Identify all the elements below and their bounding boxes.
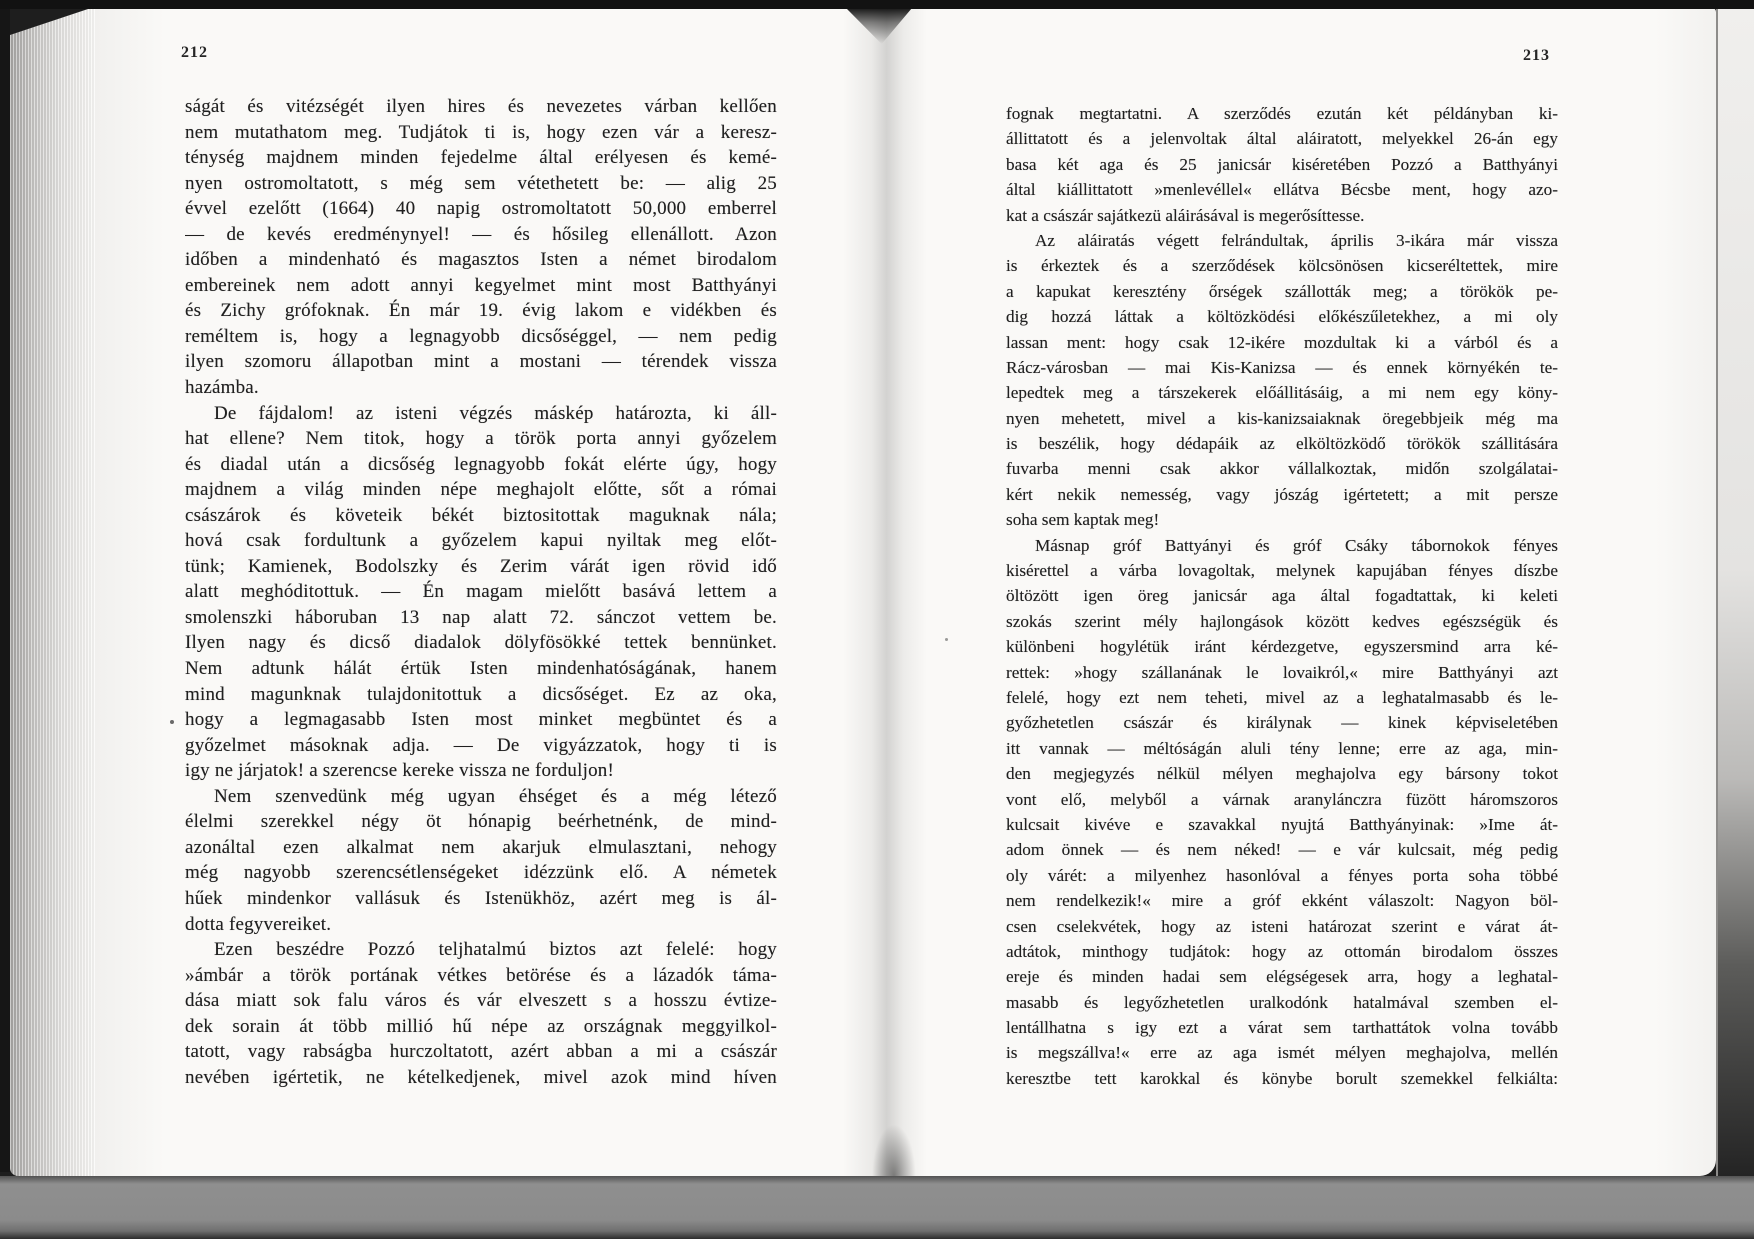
text-line: még nagyobb szerencsétlenségeket idézzünk elő. A németek (185, 862, 777, 884)
text-line: hazámba. (185, 377, 259, 399)
text-line: által kiállittatott »menlevéllel« ellátva Bécsbe ment, hogy azo- (1006, 180, 1558, 200)
text-line: nevében igértetik, ne kételkedjenek, mivel azok mind híven (185, 1066, 777, 1088)
text-line: adom önnek — és nem néked! — e vár kulcsait, még pedig (1006, 840, 1558, 860)
text-line: De fájdalom! az isteni végzés máskép határozta, ki áll- (214, 402, 777, 424)
text-line: is megszállva!« erre az aga ismét mélyen meghajolva, mellén (1006, 1043, 1558, 1063)
text-line: hűek mindenkor vallásuk és Istenükhöz, azért meg is ál- (185, 887, 777, 909)
text-line: basa két aga és 25 janicsár kiséretében Pozzó a Batthyányi (1006, 154, 1558, 174)
text-line: ságát és vitézségét ilyen hires és nevezetes várban kellően (185, 96, 777, 117)
text-line: soha sem kaptak meg! (1006, 510, 1160, 530)
text-line: tünk; Kamienek, Bodolszky és Zerim várát igen rövid idő (185, 555, 777, 577)
text-line: is érkeztek és a szerződések kölcsönösen kicseréltettek, mire (1006, 256, 1558, 276)
text-line: vont elő, melyből a várnak aranylánczra füzött háromszoros (1006, 789, 1558, 809)
text-line: élelmi szerekkel négy öt hónapig beérhetnénk, de mind- (185, 811, 777, 833)
text-line: dása miatt sok falu város és vár elveszett s a hosszu évtize- (185, 990, 777, 1012)
text-line: kat a császár sajátkezü aláirásával is megerősíttesse. (1006, 205, 1365, 225)
text-line: lentállhatna s igy ezt a várat sem tarthattátok volna tovább (1006, 1018, 1558, 1038)
table-surface (0, 1176, 1754, 1239)
text-line: kért nekik nemesség, vagy jószág igértetett; a mit persze (1006, 484, 1558, 504)
page-stack-fore-edge-left (10, 8, 95, 1176)
text-line: lassan ment: hogy csak 12-ikére mozdultak ki a várból és a (1006, 332, 1558, 352)
text-line: nyen ostromoltatott, s még sem vétethetett be: — alig 25 (185, 172, 777, 194)
book-top-edge (0, 0, 1754, 9)
text-line: oly várét: a milyenhez hasonlóval a fényes porta soha többé (1006, 865, 1558, 885)
page-spread (95, 8, 1716, 1176)
right-page-text (1006, 101, 1558, 1091)
text-line: reméltem is, hogy a legnagyobb dicsőséggel, — nem pedig (185, 325, 777, 347)
text-line: embereinek nem adott annyi kegyelmet mint most Batthyányi (185, 274, 777, 296)
text-line: nem mutathatom meg. Tudjátok ti is, hogy ezen vár a keresz- (185, 121, 777, 143)
text-line: Ilyen nagy és dicső diadalok dölyfösökké tettek bennünket. (185, 632, 777, 654)
text-line: nem rendelkezik!« mire a gróf ekként válaszolt: Nagyon böl- (1006, 891, 1558, 911)
text-line: adtátok, minthogy tudjátok: hogy az ottomán birodalom összes (1006, 941, 1558, 961)
text-line: kulcsait kivéve e szavakkal nyujtá Batthyányinak: »Ime át- (1006, 814, 1558, 834)
text-line: Rácz-városban — mai Kis-Kanizsa — és ennek környékén te- (1006, 357, 1558, 377)
text-line: időben a mindenható és magasztos Isten a német birodalom (185, 249, 777, 271)
text-line: igy ne járjatok! a szerencse kereke vissza ne forduljon! (185, 760, 615, 782)
text-line: hová csak fordultunk a győzelem kapui nyiltak meg előt- (185, 530, 777, 552)
text-line: felelé, hogy ezt nem teheti, mivel az a leghatalmasabb és le- (1006, 687, 1558, 707)
book-cover-left-edge (0, 0, 10, 1172)
text-line: rettek: »hogy szállanának le lovaikról,« mire Batthyányi azt (1006, 662, 1558, 682)
text-line: dek sorain át több millió hű népe az országnak meggyilkol- (185, 1015, 777, 1037)
text-line: ereje és minden hadai sem elégségesek arra, hogy a leghatal- (1006, 967, 1558, 987)
text-line: is beszélik, hogy dédapáik az elköltözködő törökök szállitására (1006, 434, 1558, 454)
text-line: »ámbár a török portának vétkes betörése és a lázadók táma- (185, 964, 777, 986)
text-line: különbeni hogylétük iránt kérdezgetve, egyszersmind arra ké- (1006, 637, 1558, 657)
text-line: smolenszki háboruban 13 nap alatt 72. sánczot vettem be. (185, 606, 777, 628)
text-line: nyen mehetett, mivel a kis-kanizsaiaknak öregebbjeik még ma (1006, 408, 1558, 428)
text-line: évvel ezelőtt (1664) 40 napig ostromoltatott 50,000 emberrel (185, 198, 777, 220)
text-line: fognak megtartatni. A szerződés ezután két példányban ki- (1006, 104, 1558, 123)
text-line: a kapukat keresztény őrségek szállották meg; a törökök pe- (1006, 281, 1558, 301)
book-gutter-bottom-shadow (872, 1124, 916, 1176)
text-line: majdnem a világ minden népe meghajolt előtte, sőt a római (185, 479, 777, 501)
text-line: dotta fegyvereiket. (185, 913, 332, 935)
text-line: Nem adtunk hálát értük Isten mindenhatóságának, hanem (185, 658, 777, 680)
text-line: hogy a legmagasabb Isten most minket megbüntet és a (185, 709, 777, 731)
text-line: Másnap gróf Battyányi és gróf Csáky tábornokok fényes (1035, 535, 1558, 555)
text-line: ténység majdnem minden fejedelme által erélyesen és kemé- (185, 147, 777, 169)
text-line: fuvarba menni csak akkor vállalkoztak, midőn szolgálatai- (1006, 459, 1558, 479)
left-page-text (185, 94, 777, 1090)
text-line: masabb és legyőzhetetlen uralkodónk hatalmával szemben el- (1006, 992, 1558, 1012)
text-line: győzhetetlen császár és királynak — kinek képviseletében (1006, 713, 1558, 733)
ink-speck (170, 720, 174, 724)
text-line: keresztbe tett karokkal és könybe borult szemekkel felkiálta: (1006, 1068, 1558, 1088)
text-line: öltözött igen öreg janicsár aga által fogadtattak, ki keleti (1006, 586, 1558, 606)
page-number-right: 213 (1523, 47, 1550, 64)
text-line: hat ellene? Nem titok, hogy a török porta annyi győzelem (185, 428, 777, 450)
text-line: — de kevés eredménynyel! — és hősileg ellenállott. Azon (185, 223, 777, 245)
text-line: den megjegyzés nélkül mélyen meghajolva egy bársony tokot (1006, 764, 1558, 784)
text-line: szokás szerint mély hajlongások között kedves egészségük és (1006, 611, 1558, 631)
text-line: dig hozzá láttak a költözködési előkészűletekhez, a mi oly (1006, 307, 1558, 327)
text-line: azonáltal ezen alkalmat nem akarjuk elmulasztani, nehogy (185, 836, 777, 858)
text-line: ilyen szomoru állapotban mint a mostani — térendek vissza (185, 351, 777, 373)
text-line: Az aláiratás végett felrándultak, április 3-ikára már vissza (1035, 230, 1558, 250)
text-line: kisérettel a várba lovagoltak, melynek kapujában fényes díszbe (1006, 561, 1558, 581)
text-line: állittatott és a jelenvoltak által aláiratott, melyekkel 26-án egy (1006, 129, 1558, 149)
book-fore-edge-right (1716, 8, 1754, 1176)
text-line: alatt meghóditottuk. — Én magam mielőtt basává lettem a (185, 581, 777, 603)
text-line: mind magunknak tulajdonitottuk a dicsőséget. Ez az oka, (185, 683, 777, 705)
text-line: tatott, vagy rabságba hurczoltatott, azért abban a mi a császár (185, 1041, 777, 1063)
text-line: itt vannak — méltóságán aluli tény lenne; erre az aga, min- (1006, 738, 1558, 758)
text-line: Nem szenvedünk még ugyan éhséget és a még létező (214, 785, 777, 807)
text-line: lepedtek meg a társzekerek előállitásáig, a mi nem egy köny- (1006, 383, 1558, 403)
text-line: és Zichy grófoknak. Én már 19. évig lakom e vidékben és (185, 300, 777, 322)
text-line: császárok és követeik békét biztositottak maguknak nála; (185, 504, 777, 526)
text-line: csen cselekvétek, hogy az isteni határozat szerint e várat át- (1006, 916, 1558, 936)
text-line: győzelmet másoknak adja. — De vigyázzatok, hogy ti is (185, 734, 777, 756)
page-number-left: 212 (181, 44, 208, 61)
text-line: és diadal után a dicsőség legnagyobb fokát elérte úgy, hogy (185, 453, 777, 475)
text-line: Ezen beszédre Pozzó teljhatalmú biztos azt felelé: hogy (214, 939, 777, 961)
ink-speck (945, 638, 948, 641)
